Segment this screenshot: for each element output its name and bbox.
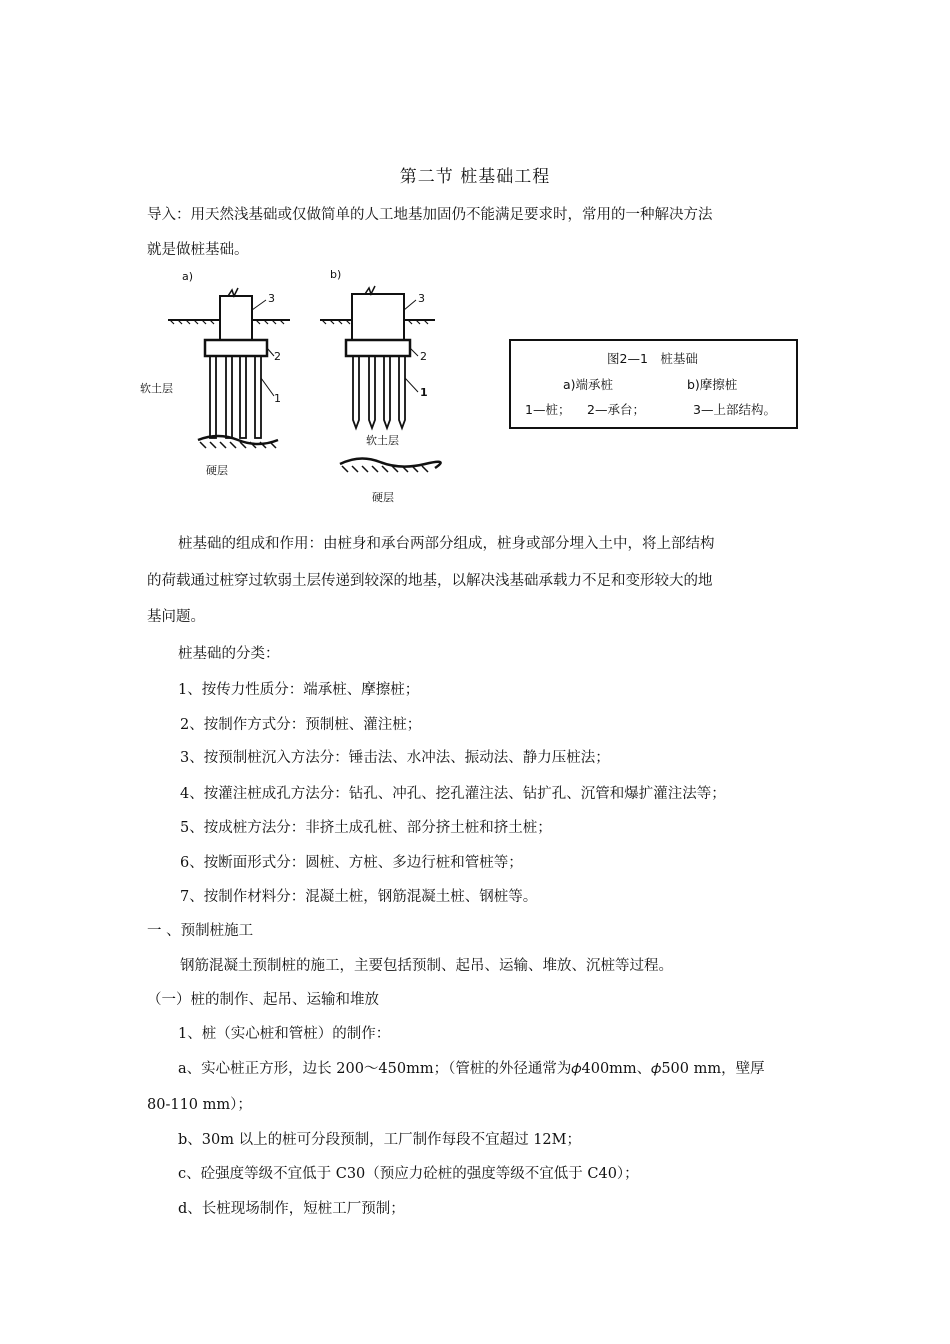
hard-layer-b: 硬层 [372, 491, 394, 504]
classification-heading: 桩基础的分类： [178, 646, 280, 662]
caption-superstructure: 3—上部结构。 [693, 402, 776, 417]
classification-item-5: 5、按成桩方法分：非挤土成孔桩、部分挤土桩和挤土桩； [180, 820, 552, 836]
page-title: 第二节 桩基础工程 [399, 167, 551, 187]
subsection-1-heading: （一）桩的制作、起吊、运输和堆放 [147, 992, 379, 1008]
superstructure-b [352, 294, 404, 340]
label-a: a) [182, 270, 194, 283]
classification-item-6: 6、按断面形式分：圆桩、方桩、多边行桩和管桩等； [180, 855, 523, 871]
number-1-a: 1 [274, 392, 281, 405]
section-1-intro: 钢筋混凝土预制桩的施工，主要包括预制、起吊、运输、堆放、沉桩等过程。 [180, 958, 673, 974]
classification-item-4: 4、按灌注桩成孔方法分：钻孔、冲孔、挖孔灌注法、钻扩孔、沉管和爆扩灌注法等； [180, 786, 726, 802]
composition-line-2: 的荷载通过桩穿过软弱土层传递到较深的地基，以解决浅基础承载力不足和变形较大的地 [147, 573, 713, 589]
caption-end-bearing: a)端承桩 [563, 377, 614, 392]
item-a-line-1: a、实心桩正方形，边长 200～450mm；（管桩的外径通常为𝜙400mm、𝜙500 mm，壁厚 [178, 1061, 765, 1077]
pile-foundation-figure [140, 268, 820, 513]
item-c: c、砼强度等级不宜低于 C30（预应力砼桩的强度等级不宜低于 C40）； [178, 1166, 639, 1182]
section-1-heading: 一 、预制桩施工 [147, 923, 254, 939]
intro-line-2: 就是做桩基础。 [147, 242, 249, 258]
item-d: d、长桩现场制作，短桩工厂预制； [178, 1201, 405, 1217]
composition-line-3: 基问题。 [147, 609, 205, 625]
classification-item-7: 7、按制作材料分：混凝土桩，钢筋混凝土桩、钢桩等。 [180, 889, 538, 905]
composition-line-1: 桩基础的组成和作用：由桩身和承台两部分组成，桩身或部分埋入土中，将上部结构 [178, 536, 715, 552]
superstructure-a [220, 296, 252, 340]
soft-layer-a: 软土层 [140, 382, 173, 395]
hard-layer-a: 硬层 [206, 464, 228, 477]
number-3-b: 3 [418, 292, 425, 305]
item-b: b、30m 以上的桩可分段预制，工厂制作每段不宜超过 12M； [178, 1132, 581, 1148]
number-1-b: 1 [420, 386, 428, 399]
caption-pile: 1—桩； [525, 402, 571, 417]
classification-item-1: 1、按传力性质分：端承桩、摩擦桩； [178, 682, 420, 698]
item-1: 1、桩（实心桩和管桩）的制作： [178, 1026, 391, 1042]
intro-line-1: 导入：用天然浅基础或仅做简单的人工地基加固仍不能满足要求时，常用的一种解决方法 [147, 207, 713, 223]
caption-cap: 2—承台； [587, 402, 645, 417]
caption-friction: b)摩擦桩 [687, 377, 738, 392]
number-2-b: 2 [420, 350, 427, 363]
pile-cap-b [346, 340, 410, 356]
number-2-a: 2 [274, 350, 281, 363]
diagram-end-bearing [168, 288, 290, 448]
soft-layer-b: 软土层 [366, 434, 399, 447]
pile-cap-a [205, 340, 267, 356]
number-3-a: 3 [268, 292, 275, 305]
figure-caption [509, 339, 798, 429]
item-a-line-2: 80-110 mm）； [147, 1097, 252, 1113]
label-b: b) [330, 268, 342, 281]
caption-title: 图2—1 桩基础 [607, 351, 698, 366]
classification-item-2: 2、按制作方式分：预制桩、灌注桩； [180, 717, 422, 733]
classification-item-3: 3、按预制桩沉入方法分：锤击法、水冲法、振动法、静力压桩法； [180, 750, 610, 766]
